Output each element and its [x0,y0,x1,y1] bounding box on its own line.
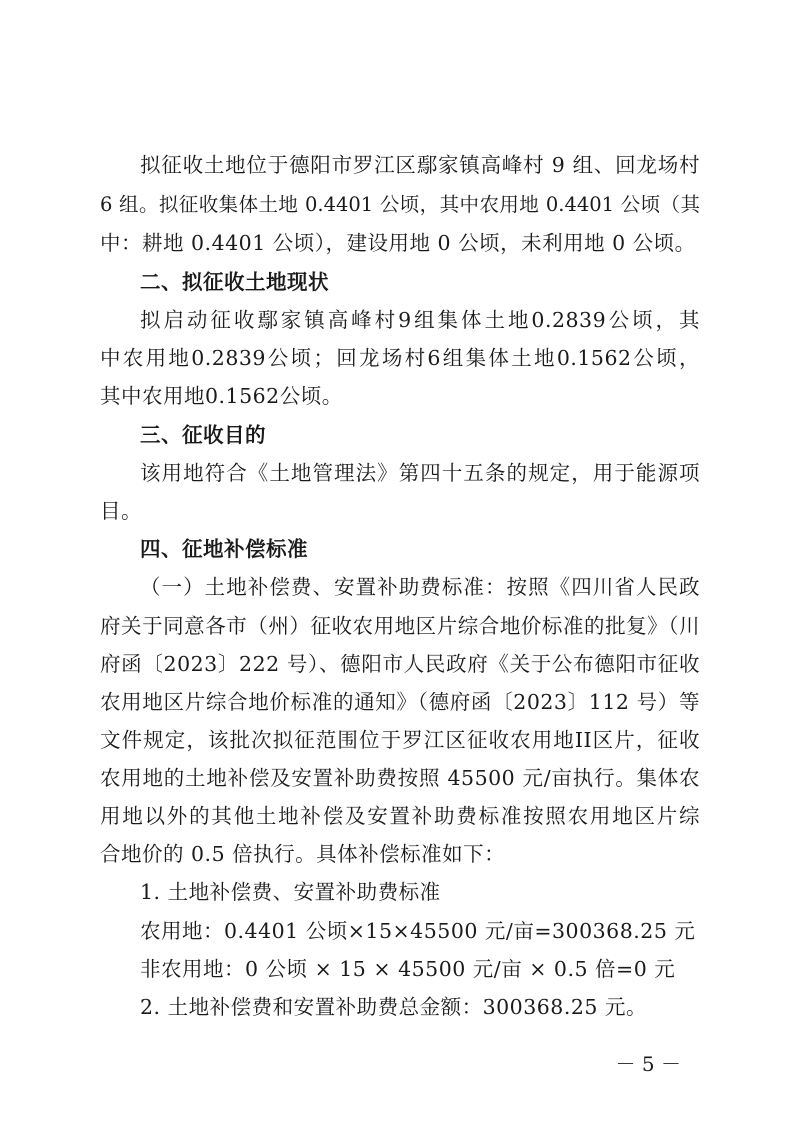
paragraph-line: 拟启动征收鄢家镇高峰村9组集体土地0.2839公顷，其 [140,308,700,332]
paragraph-line: 目。 [100,499,142,523]
list-item: 2. 土地补偿费和安置补助费总金额：300368.25 元。 [140,995,647,1019]
paragraph-line: 拟征收土地位于德阳市罗江区鄢家镇高峰村 9 组、回龙场村 [140,153,700,177]
paragraph-line: 其中农用地0.1562公顷。 [100,384,343,408]
paragraph-line: 农用地区片综合地价标准的通知》（德府函〔2023〕112 号）等 [100,690,700,714]
formula-line: 农用地：0.4401 公顷×15×45500 元/亩=300368.25 元 [140,919,696,943]
paragraph-line: 中：耕地 0.4401 公顷），建设用地 0 公顷，未利用地 0 公顷。 [100,231,696,255]
paragraph-line: 府函〔2023〕222 号）、德阳市人民政府《关于公布德阳市征收 [100,652,700,676]
paragraph-line: 用地以外的其他土地补偿及安置补助费标准按照农用地区片综 [100,804,700,828]
paragraph-line: 府关于同意各市（州）征收农用地区片综合地价标准的批复》（川 [100,614,700,638]
paragraph-line: 合地价的 0.5 倍执行。具体补偿标准如下： [100,842,506,866]
section-heading: 二、拟征收土地现状 [140,270,329,294]
paragraph-line: 中农用地0.2839公顷；回龙场村6组集体土地0.1562公顷， [100,346,700,370]
paragraph-line: 农用地的土地补偿及安置补助费按照 45500 元/亩执行。集体农 [100,766,700,790]
paragraph-line: （一）土地补偿费、安置补助费标准：按照《四川省人民政 [140,575,700,599]
paragraph-line: 该用地符合《土地管理法》第四十五条的规定，用于能源项 [140,461,700,485]
formula-line: 非农用地：0 公顷 × 15 × 45500 元/亩 × 0.5 倍=0 元 [140,957,676,981]
section-heading: 三、征收目的 [140,423,266,447]
page-number: － 5 － [615,1052,681,1076]
list-item: 1. 土地补偿费、安置补助费标准 [140,880,441,904]
paragraph-line: 文件规定，该批次拟征范围位于罗江区征收农用地II区片，征收 [100,728,700,752]
section-heading: 四、征地补偿标准 [140,537,308,561]
paragraph-line: 6 组。拟征收集体土地 0.4401 公顷，其中农用地 0.4401 公顷（其 [100,193,700,216]
